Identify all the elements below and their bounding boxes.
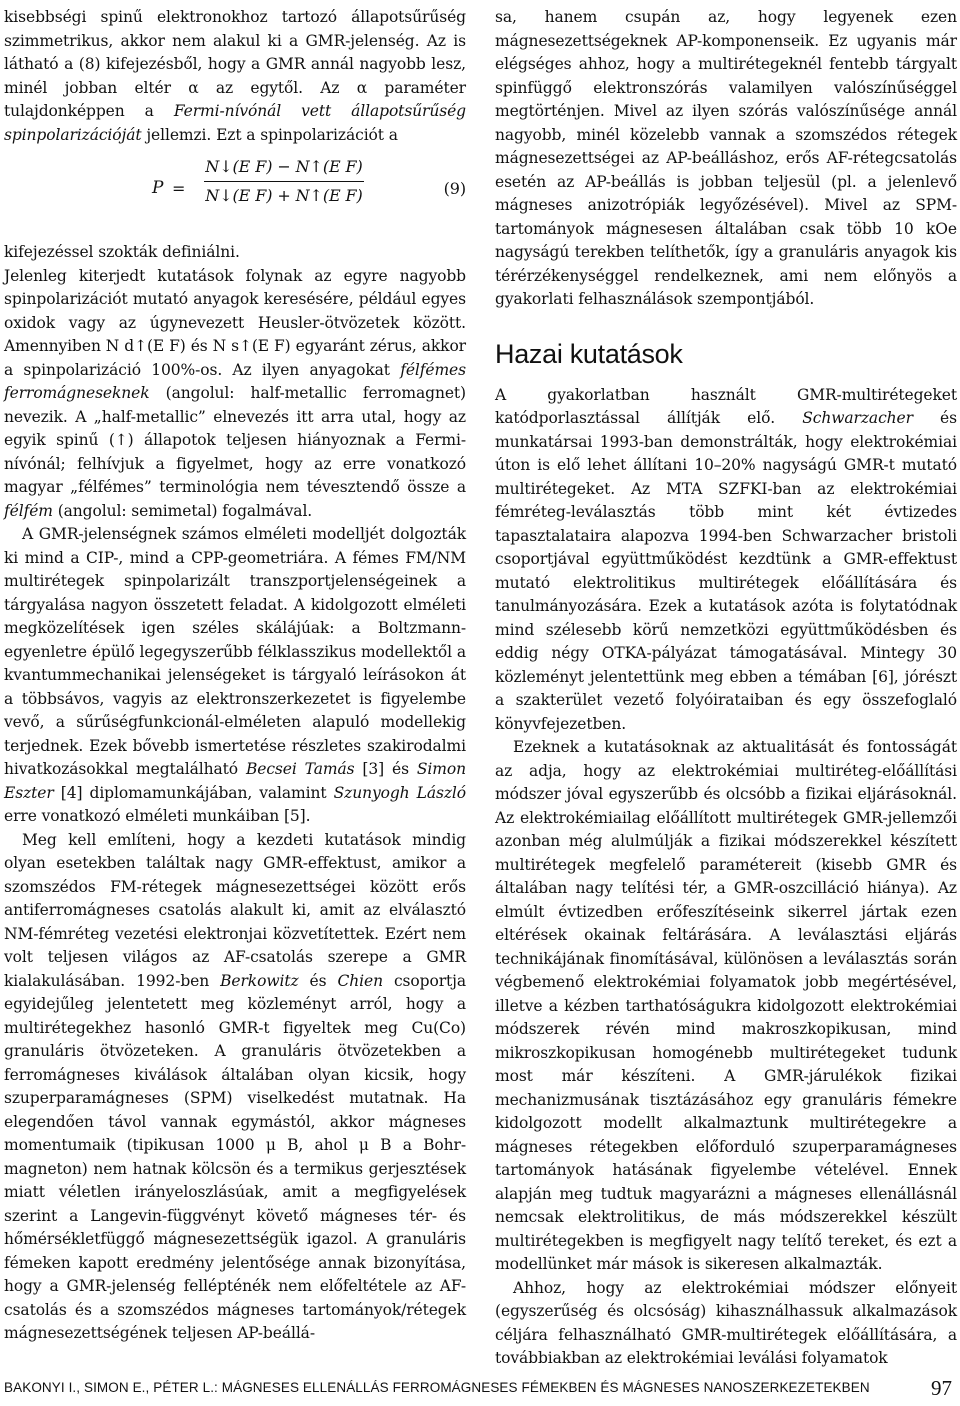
equation-label: (9) (443, 179, 466, 198)
paragraph (495, 384, 957, 737)
italic-text: Szunyogh László (333, 783, 466, 802)
italic-text: Simon Eszter (4, 760, 466, 802)
text: csoportja egyidejűleg jelentetett meg közleményt arról, hogy a multirétegekhez hasonló GMR-t figyeltek meg Cu(Co) granuláris ötvözeteken. A granuláris ötvözetekben a ferromágneses kiválások általában olyan kicsik, hogy szuperparamágneses (SPM) viselkedést mutatnak. Ha elegendően távol vannak egymástól, akkor mágneses momentumaik (tipikusan 1000 μ B, ahol μ B a Bohr-magneton) nem hatnak kölcsön és a termikus gerjesztések miatt véletlen irányeloszlásúak, amit a megfigyelések szerint a Langevin-függvényt követő mágneses tér- és hőmérsékletfüggő mágnesezettségük igazol. A granuláris fémeken kapott eredmény jelentősége annak bizonyítása, hogy a GMR-jelenség fellépténék nem előfeltétele az AF-csatolás és a szomszédos mágneses tartományok/rétegek mágnesezettségének teljesen AP-beállá- (4, 971, 466, 1342)
italic-text: félfém (4, 501, 53, 520)
text: és munkatársai 1993-ban demonstrálták, hogy elektrokémiai úton is elő lehet állítani 10–20% nagyságú GMR-t mutató multirétegeket. Az MTA SZFKI-ban az elektrokémiai fémréteg-leválasztás több mint két évtizedes tapasztalataira alapozva 1994-ben Schwarzacher bristoli csoportjával együttműködést kezdtünk a GMR-effektust mutató elektrolitikus multirétegek előállítására és tanulmányozására. Ezek a kutatások azóta is folytatódnak mind szélesebb körű nemzetközi együttműködésben és eddig négy OTKA-pályázat támogatásával. Mintegy 30 közleményt jelentettünk meg ebben a témában [6], jórészt a szakterület vezető folyóirataiban és egy összefoglaló könyvfejezetben. (495, 409, 957, 733)
text: és (298, 971, 338, 990)
italic-text: Fermi-nívónál vett állapotsűrűség spinpolarizációját (4, 102, 466, 144)
italic-text: Chien (337, 971, 383, 990)
paragraph (4, 829, 466, 1346)
equation-denominator: N↓(E F) + N↑(E F) (205, 186, 363, 205)
equation-numerator: N↓(E F) − N↑(E F) (205, 157, 363, 176)
right-column (495, 6, 957, 1371)
text: (angolul: semimetal) fogalmával. (52, 501, 313, 520)
paragraph: sa, hanem csupán az, hogy legyenek ezen mágnesezettségeknek AP-komponenseik. Ez ugyanis már elégséges ahhoz, hogy a multirétegeknél fentebb tárgyalt spinfüggő elektronszórás valamilyen valószínűséggel megtörténjen. Mivel az ilyen szórás valószínűsége annál nagyobb, minél közelebb vannak a szomszédos rétegek mágnesezettségei az AP-beálláshoz, erős AF-rétegcsatolás esetén az AP-beállás is jobban teljesül (pl. a jelenlevő mágneses anizotrópiák legyőzésével). Mivel az SPM-tartományok mágnesesen általában csak több 10 kOe nagyságú terekben telíthetők, így a granuláris anyagok kis térérzékenységgel rendelkeznek, ami nem előnyös a gyakorlati felhasználások szempontjából. (495, 8, 957, 308)
italic-text: Schwarzacher (802, 409, 913, 427)
page-number: 97 (931, 1376, 952, 1400)
text: Jelenleg kiterjedt kutatások folynak az egyre nagyobb spinpolarizációt mutató anyagok keresésére, például egyes oxidok vagy az úgynevezett Heusler-ötvözetek között. Amennyiben N d↑(E F) és N s↑(E F) egyaránt zérus, akkor a spinpolarizáció 100%-os. Az ilyen anyagokat (4, 266, 466, 379)
text: A GMR-jelenségnek számos elméleti modelljét dolgozták ki mind a CIP-, mind a CPP-geometriára. A fémes FM/NM multirétegek spinpolarizált transzportjelenségeinek a tárgyalása nagyon összetett feladat. A kidolgozott elméleti megközelítések igen széles skálájúak: a Boltzmann-egyenletre épülő legegyszerűbb félklasszikus modellektől a kvantummechanikai jelenségeket is tárgyaló leírásokon át a többsávos, vagyis az elektronszerkezetet is figyelembe vevő, a sűrűségfunkcionál-elméleten alapuló modellekig terjednek. Ezek bővebb ismertetése részletes szakirodalmi hivatkozásokkal megtalálható (4, 525, 466, 778)
text: (angolul: half-metallic ferromagnet) nevezik. A „half-metallic” elnevezés itt arra utal, hogy az egyik spinű (↑) állapotok teljesen hiányoznak a Fermi-nívónál; felhívjuk a figyelmet, hogy az erre vonatkozó magyar „félfémes” terminológia nem tévesztendő össze a (4, 384, 466, 496)
section-heading: Hazai kutatások (495, 338, 683, 369)
text: [3] és (354, 760, 417, 778)
italic-text: Berkowitz (220, 971, 299, 990)
equation-fraction (200, 153, 368, 210)
paragraph: kifejezéssel szokták definiálni. (4, 243, 240, 261)
text: A gyakorlatban használt GMR-multirétegeket katódporlasztással állítják elő. (495, 385, 957, 427)
text: [4] diplomamunkájában, valamint (53, 783, 334, 802)
text: Meg kell említeni, hogy a kezdeti kutatások mindig olyan esetekben találtak nagy GMR-effektust, amikor a szomszédos FM-rétegek mágnesezettségei között erős antiferromágneses csatolás alakult ki, amit az elválasztó NM-fémréteg vezetési elektronjai közvetítettek. Ezért nem volt teljesen világos az AF-csatolás szerepe a GMR kialakulásában. 1992-ben (4, 830, 466, 990)
paragraph: Ezeknek a kutatásoknak az aktualitását és fontosságát az adja, hogy az elektrokémiai multiréteg-előállítási módszer jóval egyszerűbb és olcsóbb a fizikai eljárásoknál. Az elektrokémiailag előállított multirétegek GMR-jellemzői azonban még alulmúlják a fizikai módszerekkel készített multirétegek megfelelő paramétereit (kisebb GMR és általában nagy telítési tér, a GMR-oszcilláció hiánya). Az elmúlt évtizedben erőfeszítéseink sikerrel jártak ezen eltérések okainak feltárására. A leválasztási eljárás technikájának finomításával, különösen a leválasztás során végbemenő elektrokémiai folyamatok jobb megértésével, illetve a kézben tarthatóságukra kidolgozott elektrokémiai módszerek révén mind makroszkopikusan, mind mikroszkopikusan homogénebb multirétegeket tudunk most már készíteni. A GMR-járulékok fizikai mechanizmusának tisztázásához egy granuláris fémekre kidolgozott modellt alkalmaztunk multirétegekre a mágneses rétegekben előforduló szuperparamágneses tartományok hatásának figyelembe vételével. Ennek alapján meg tudtuk magyarázni a mágneses ellenállásnál nemcsak elektrolitikus, de más módszerekkel készült multirétegekben is megfigyelt nagy telítő tereket, és ezt a modellünket már mások is sikeresen alkalmazták. (495, 738, 957, 1273)
paragraph (4, 265, 466, 524)
text: jellemzi. Ezt a spinpolarizációt a (141, 125, 398, 144)
text: kisebbségi spinű elektronokhoz tartozó állapotsűrűség szimmetrikus, akkor nem alakul ki a GMR-jelenség. Az is látható a (8) kifejezésből, hogy a GMR annál nagyobb lesz, minél jobban eltér α az egytől. Az α paraméter tulajdonképpen a (4, 8, 466, 120)
equation-9 (4, 151, 466, 239)
running-footer-authors: BAKONYI I., SIMON E., PÉTER L.: MÁGNESES ELLENÁLLÁS FERROMÁGNESES FÉMEKBEN ÉS MÁGNESES NANOSZERKEZETEKBEN (4, 1380, 870, 1395)
paragraph: Ahhoz, hogy az elektrokémiai módszer előnyeit (egyszerűség és olcsóság) kihasználhassuk alkalmazások céljára felhasználható GMR-multirétegek előállítására, a továbbiakban az elektrokémiai leválási folyamatok (495, 1278, 957, 1367)
page-footer (4, 1376, 952, 1402)
text: erre vonatkozó elméleti munkáiban [5]. (4, 807, 311, 825)
paragraph (4, 523, 466, 829)
italic-text: félfémes ferromágneseknek (4, 360, 466, 402)
equation-equals: = (172, 179, 186, 198)
left-column (4, 6, 466, 1346)
paragraph (4, 6, 466, 147)
equation-lhs: P (152, 178, 164, 198)
italic-text: Becsei Tamás (245, 760, 355, 778)
